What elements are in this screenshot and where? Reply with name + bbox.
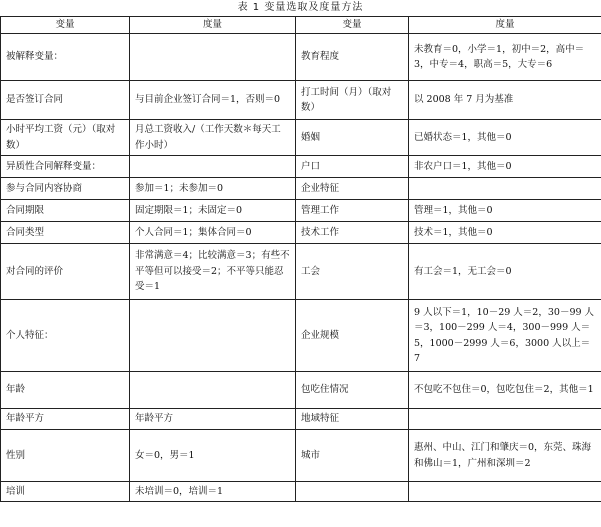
measure-cell: 以 2008 年 7 月为基准 xyxy=(409,81,601,120)
variable-cell: 性别 xyxy=(1,430,130,482)
variable-cell: 对合同的评价 xyxy=(1,244,130,300)
measure-cell xyxy=(409,409,601,430)
variable-cell: 异质性合同解释变量： xyxy=(1,156,130,178)
table-row xyxy=(1,156,601,178)
variable-cell: 被解释变量： xyxy=(1,34,130,81)
header-variable: 变量 xyxy=(296,17,409,34)
variable-cell: 企业规模 xyxy=(296,300,409,372)
variable-cell: 教育程度 xyxy=(296,34,409,81)
measure-cell xyxy=(130,372,296,409)
table-row xyxy=(1,178,601,200)
measure-cell: 惠州、中山、江门和肇庆＝0，东莞、珠海和佛山＝1，广州和深圳＝2 xyxy=(409,430,601,482)
table-row xyxy=(1,222,601,244)
measure-cell: 技术＝1，其他＝0 xyxy=(409,222,601,244)
variable-cell: 打工时间（月）（取对数） xyxy=(296,81,409,120)
measure-cell: 有工会＝1，无工会＝0 xyxy=(409,244,601,300)
measure-cell: 管理＝1，其他＝0 xyxy=(409,200,601,222)
table-row xyxy=(1,200,601,222)
table-row xyxy=(1,409,601,430)
table-row xyxy=(1,372,601,409)
variable-cell: 管理工作 xyxy=(296,200,409,222)
measure-cell: 与目前企业签订合同＝1，否则＝0 xyxy=(130,81,296,120)
variable-cell xyxy=(296,482,409,502)
measure-cell: 个人合同＝1；集体合同＝0 xyxy=(130,222,296,244)
measure-cell: 非农户口＝1，其他＝0 xyxy=(409,156,601,178)
variable-cell: 年龄 xyxy=(1,372,130,409)
variable-cell: 企业特征 xyxy=(296,178,409,200)
table-row xyxy=(1,81,601,120)
header-variable: 变量 xyxy=(1,17,130,34)
variable-cell: 参与合同内容协商 xyxy=(1,178,130,200)
table-row xyxy=(1,300,601,372)
variable-cell: 个人特征： xyxy=(1,300,130,372)
measure-cell: 参加＝1；未参加＝0 xyxy=(130,178,296,200)
measure-cell: 月总工资收入/（工作天数＊每天工作小时） xyxy=(130,120,296,156)
table-caption: 表 1 变量选取及度量方法 xyxy=(237,2,364,13)
variable-cell: 工会 xyxy=(296,244,409,300)
measure-cell: 9 人以下＝1，10－29 人＝2，30－99 人＝3，100－299 人＝4，300－999 人＝5，1000－2999 人＝6，3000 人以上＝7 xyxy=(409,300,601,372)
variable-cell: 地域特征 xyxy=(296,409,409,430)
variable-cell: 包吃住情况 xyxy=(296,372,409,409)
table-row xyxy=(1,430,601,482)
measure-cell: 非常满意＝4；比较满意＝3；有些不平等但可以接受＝2；不平等只能忍受＝1 xyxy=(130,244,296,300)
measure-cell: 固定期限＝1；未固定＝0 xyxy=(130,200,296,222)
table-row xyxy=(1,244,601,300)
measure-cell xyxy=(409,482,601,502)
measure-cell xyxy=(409,178,601,200)
header-row xyxy=(1,17,601,34)
measure-cell: 未教育＝0，小学＝1，初中＝2，高中＝3，中专＝4，职高＝5，大专＝6 xyxy=(409,34,601,81)
variable-cell: 婚姻 xyxy=(296,120,409,156)
measure-cell xyxy=(130,156,296,178)
variable-cell: 培训 xyxy=(1,482,130,502)
variable-cell: 城市 xyxy=(296,430,409,482)
measure-cell xyxy=(130,300,296,372)
variable-cell: 年龄平方 xyxy=(1,409,130,430)
table-row xyxy=(1,482,601,502)
measure-cell: 未培训＝0，培训＝1 xyxy=(130,482,296,502)
measure-cell: 不包吃不包住＝0，包吃包住＝2，其他＝1 xyxy=(409,372,601,409)
measure-cell: 已婚状态＝1，其他＝0 xyxy=(409,120,601,156)
measure-cell xyxy=(130,34,296,81)
variable-cell: 小时平均工资（元）（取对数） xyxy=(1,120,130,156)
header-measure: 度量 xyxy=(409,17,601,34)
header-measure: 度量 xyxy=(130,17,296,34)
measure-cell: 女＝0，男＝1 xyxy=(130,430,296,482)
variable-cell: 合同期限 xyxy=(1,200,130,222)
table-row xyxy=(1,120,601,156)
variable-cell: 技术工作 xyxy=(296,222,409,244)
variable-cell: 是否签订合同 xyxy=(1,81,130,120)
variables-table xyxy=(0,16,601,502)
measure-cell: 年龄平方 xyxy=(130,409,296,430)
variable-cell: 户口 xyxy=(296,156,409,178)
variable-cell: 合同类型 xyxy=(1,222,130,244)
table-row xyxy=(1,34,601,81)
